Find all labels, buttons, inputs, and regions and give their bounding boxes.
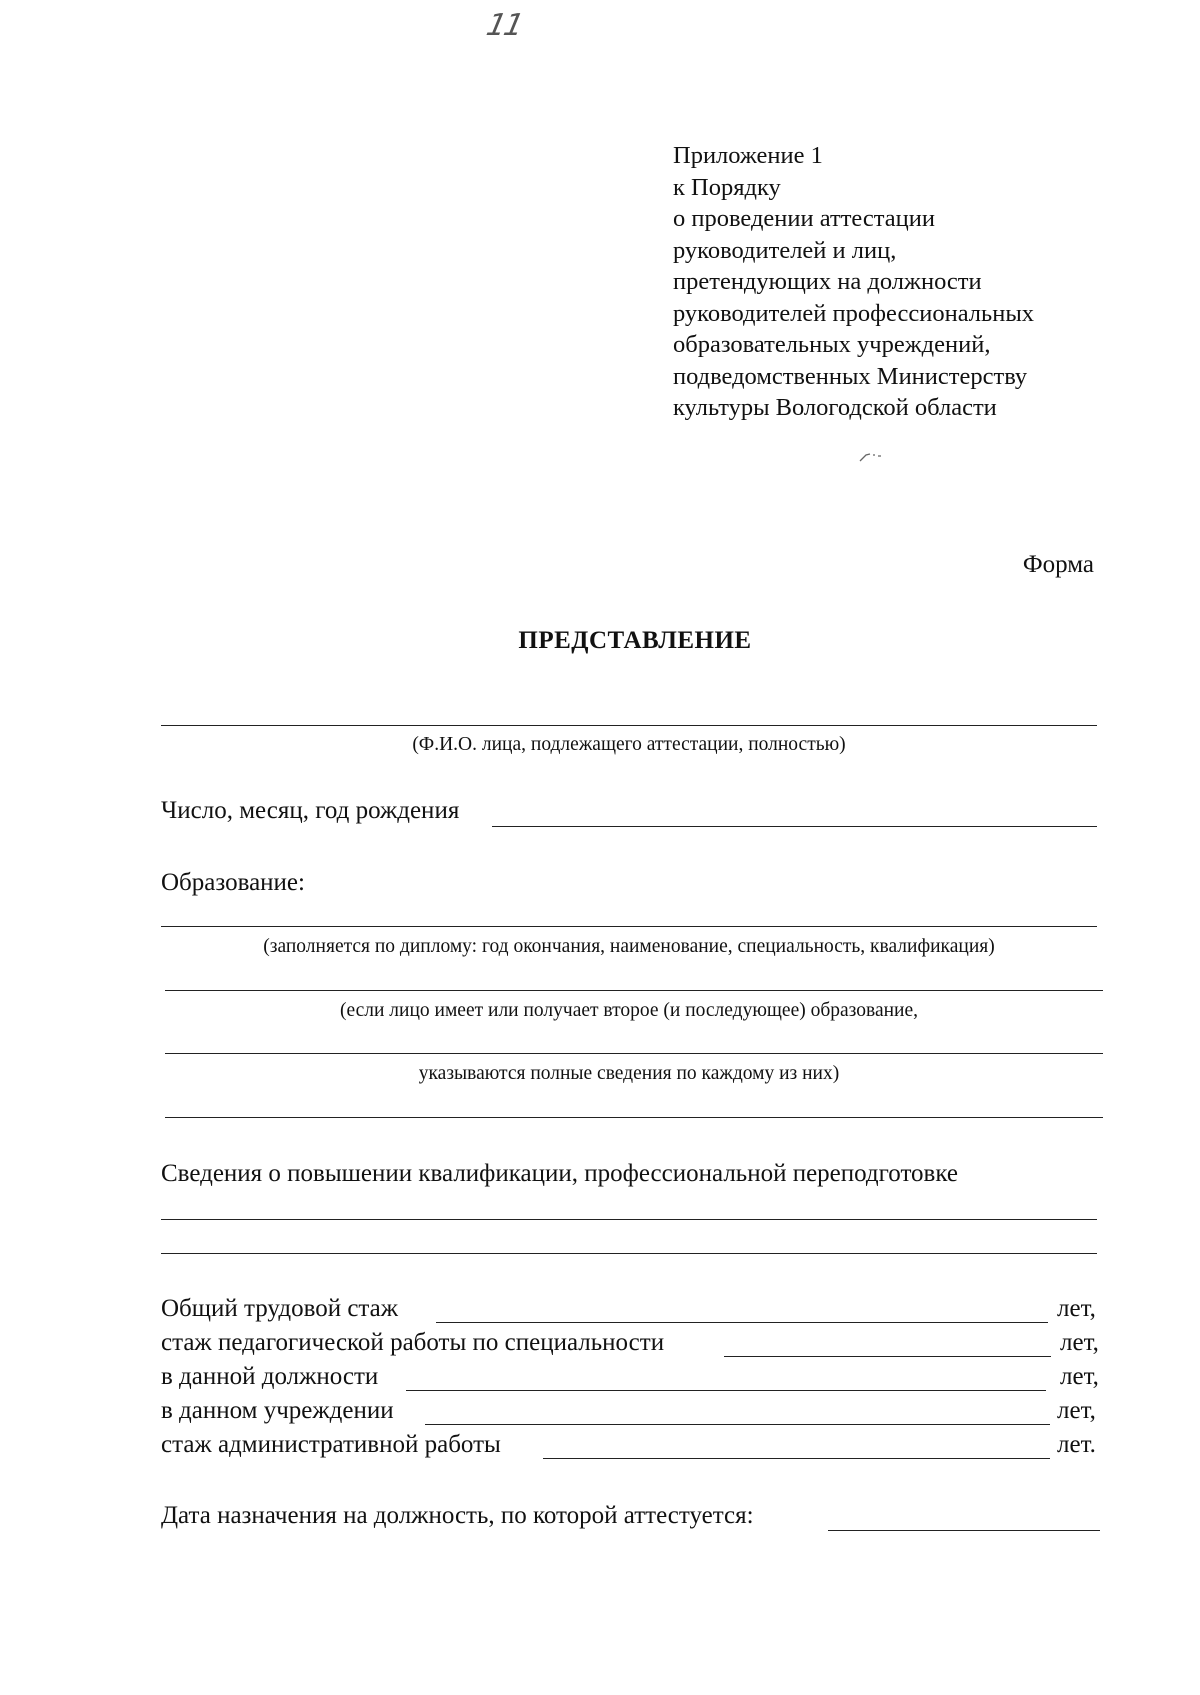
education-caption-3: указываются полные сведения по каждому из них): [418, 1063, 840, 1084]
appointment-date-field-line[interactable]: [828, 1530, 1100, 1531]
education-field-line-4[interactable]: [165, 1117, 1103, 1118]
position-experience-field-line[interactable]: [406, 1390, 1046, 1391]
pen-mark: [858, 452, 884, 462]
administrative-experience-field-line[interactable]: [543, 1458, 1050, 1459]
appendix-line: к Порядку: [673, 173, 781, 201]
position-experience-label: в данной должности: [161, 1363, 379, 1390]
form-label: Форма: [1022, 551, 1094, 578]
administrative-experience-unit: лет.: [1057, 1431, 1096, 1458]
appendix-line: претендующих на должности: [673, 268, 982, 295]
institution-experience-label: в данном учреждении: [161, 1397, 394, 1424]
education-caption-1: (заполняется по диплому: год окончания, наименование, специальность, квалификация): [263, 936, 995, 957]
fio-caption: (Ф.И.О. лица, подлежащего аттестации, полностью): [412, 734, 846, 755]
education-caption-2: (если лицо имеет или получает второе (и последующее) образование,: [339, 1000, 919, 1021]
appendix-line: о проведении аттестации: [673, 205, 935, 232]
appendix-line: руководителей профессиональных: [673, 299, 1035, 327]
document-title: ПРЕДСТАВЛЕНИЕ: [518, 627, 752, 654]
total-experience-unit: лет,: [1057, 1295, 1096, 1322]
page-number: 11: [483, 8, 525, 43]
pedagogical-experience-label: стаж педагогической работы по специальности: [161, 1329, 665, 1356]
position-experience-unit: лет,: [1060, 1363, 1099, 1390]
pedagogical-experience-unit: лет,: [1060, 1329, 1099, 1356]
institution-experience-unit: лет,: [1057, 1397, 1096, 1424]
total-experience-field-line[interactable]: [436, 1322, 1048, 1323]
appendix-reference: [673, 140, 1034, 424]
education-field-line-1[interactable]: [161, 926, 1097, 927]
birth-date-field-line[interactable]: [492, 826, 1097, 827]
education-field-line-3[interactable]: [165, 1053, 1103, 1054]
appendix-line: подведомственных Министерству: [673, 362, 1028, 390]
total-experience-label: Общий трудовой стаж: [161, 1295, 399, 1322]
pedagogical-experience-field-line[interactable]: [724, 1356, 1051, 1357]
appointment-date-label: Дата назначения на должность, по которой аттестуется:: [161, 1502, 754, 1529]
qualification-field-line-1[interactable]: [161, 1219, 1097, 1220]
qualification-label: Сведения о повышении квалификации, профессиональной переподготовке: [161, 1160, 958, 1187]
birth-date-label: Число, месяц, год рождения: [161, 797, 460, 824]
appendix-line: Приложение 1: [673, 142, 823, 169]
appendix-line: руководителей и лиц,: [673, 236, 897, 264]
qualification-field-line-2[interactable]: [161, 1253, 1097, 1254]
administrative-experience-label: стаж административной работы: [161, 1431, 501, 1458]
education-field-line-2[interactable]: [165, 990, 1103, 991]
institution-experience-field-line[interactable]: [425, 1424, 1050, 1425]
appendix-line: образовательных учреждений,: [673, 331, 991, 358]
appendix-line: культуры Вологодской области: [673, 394, 997, 421]
fio-field-line[interactable]: [161, 725, 1097, 726]
education-label: Образование:: [161, 869, 305, 896]
